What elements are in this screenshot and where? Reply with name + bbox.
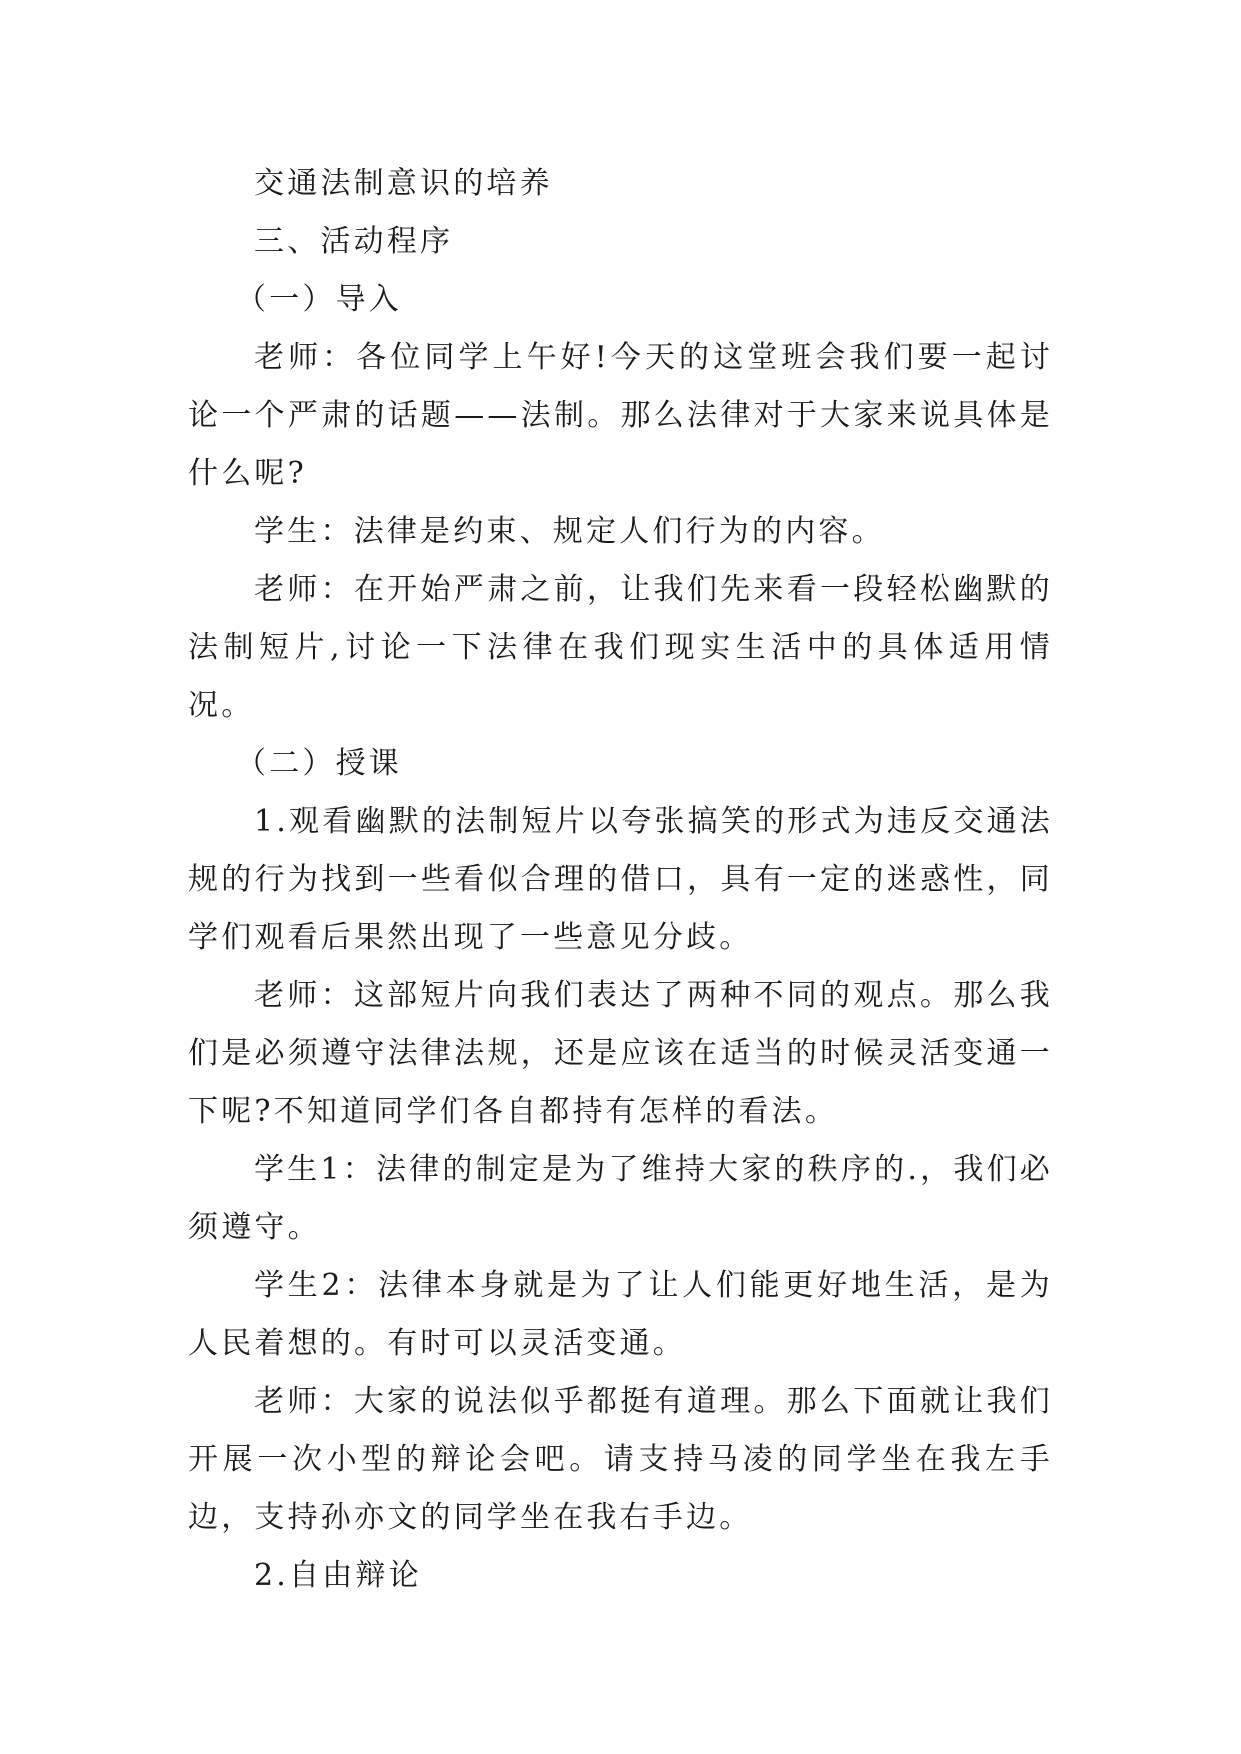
dialogue-paragraph: 学生：法律是约束、规定人们行为的内容。 [254,514,885,549]
section-heading-activity-procedure: 三、活动程序 [254,224,454,259]
dialogue-paragraph: 学生2：法律本身就是为了让人们能更好地生活，是为人民着想的。有时可以灵活变通。 [188,1268,1053,1361]
topic-line: 交通法制意识的培养 [254,166,553,201]
subsection-heading-introduction: （一）导入 [236,282,402,317]
dialogue-paragraph: 老师：大家的说法似乎都挺有道理。那么下面就让我们开展一次小型的辩论会吧。请支持马凌的同学坐在我左手边，支持孙亦文的同学坐在我右手边。 [188,1384,1053,1535]
dialogue-paragraph: 老师：在开始严肃之前，让我们先来看一段轻松幽默的法制短片,讨论一下法律在我们现实生活中的具体适用情况。 [188,572,1053,723]
dialogue-paragraph: 老师：这部短片向我们表达了两种不同的观点。那么我们是必须遵守法律法规，还是应该在适当的时候灵活变通一下呢?不知道同学们各自都持有怎样的看法。 [188,978,1053,1129]
numbered-paragraph: 2.自由辩论 [254,1558,422,1593]
subsection-heading-teaching: （二）授课 [236,746,402,781]
numbered-paragraph: 1.观看幽默的法制短片以夸张搞笑的形式为违反交通法规的行为找到一些看似合理的借口，具有一定的迷惑性，同学们观看后果然出现了一些意见分歧。 [188,804,1053,955]
dialogue-paragraph: 老师：各位同学上午好!今天的这堂班会我们要一起讨论一个严肃的话题——法制。那么法律对于大家来说具体是什么呢? [188,340,1053,491]
document-body [188,155,1053,1605]
dialogue-paragraph: 学生1：法律的制定是为了维持大家的秩序的.，我们必须遵守。 [188,1152,1053,1245]
